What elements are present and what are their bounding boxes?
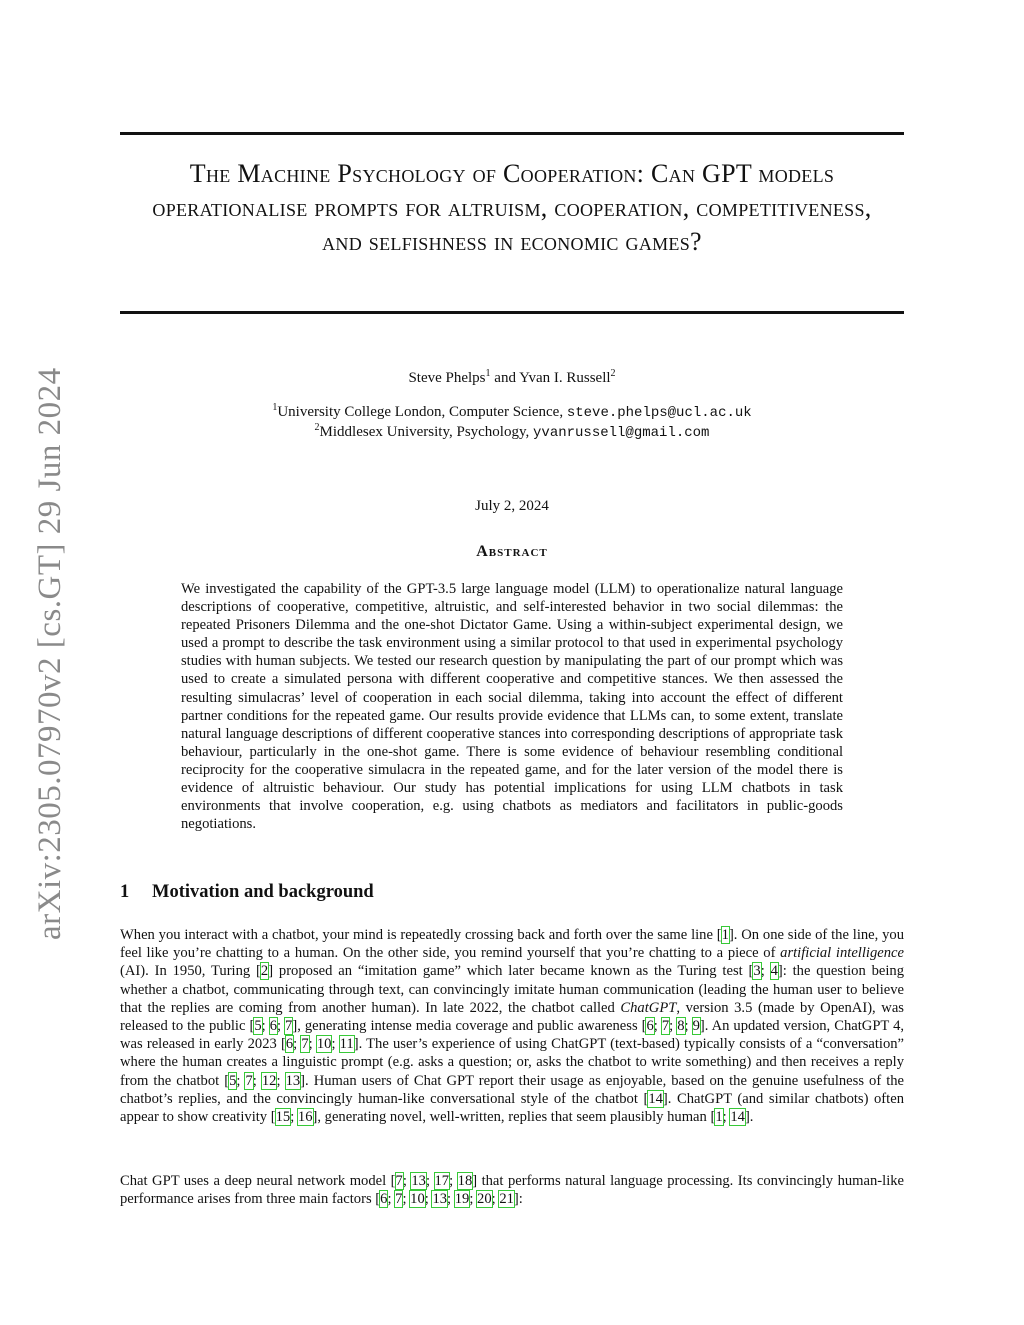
citation-link[interactable]: 14 xyxy=(648,1090,663,1107)
arxiv-identifier-stamp: arXiv:2305.07970v2 [cs.GT] 29 Jun 2024 xyxy=(32,367,68,940)
citation-link[interactable]: 3 xyxy=(753,963,761,980)
citation-link[interactable]: 7 xyxy=(661,1018,670,1035)
citation-link[interactable]: 17 xyxy=(434,1173,450,1189)
affiliations xyxy=(0,403,1024,443)
affiliation-mark: 1 xyxy=(272,402,278,413)
citation-link[interactable]: 13 xyxy=(432,1191,448,1208)
abstract-text: We investigated the capability of the GPT-3.5 large language model (LLM) to operationalize natural language descriptions of cooperative, competitive, altruistic, and self-interested behavior in two social dilemmas: the repeated Prisoners Dilemma and the one-shot Dictator Game. Using a within-subject experimental design, we used a prompt to describe the task environment using a similar protocol to that used in experimental psychology studies with human subjects. We tested our research question by manipulating the part of our prompt which was used to create a simulated persona with different cooperative and competitive stances. We then assessed the resulting simulacras’ level of cooperation in each social dilemma, taking into account the effect of different partner conditions for the repeated game. Our results provide evidence that LLMs can, to some extent, translate natural language descriptions of different cooperative stances into corresponding descriptions of appropriate task behaviour, particularly in the one-shot game. There is some evidence of behaviour resembling conditional reciprocity for the cooperative simulacra in the repeated game, and for the later version of the model there is evidence of altruistic behaviour. Our study has potential implications for using LLM chatbots in task environments that involve cooperation, e.g. using chatbots as mediators and facilitators in public-goods negotiations. xyxy=(181,581,843,833)
citation-link[interactable]: 18 xyxy=(457,1173,473,1189)
affiliation-mark: 1 xyxy=(485,368,491,379)
emphasis: artificial intelligence xyxy=(780,945,904,962)
citation-link[interactable]: 6 xyxy=(380,1191,388,1208)
author-email[interactable]: yvanrussell@gmail.com xyxy=(533,425,710,441)
affiliation-mark: 2 xyxy=(314,422,320,433)
paper-title: The Machine Psychology of Cooperation: Can GPT models operationalise prompts for altruism, cooperation, competitiveness, and selfishness in economic games? xyxy=(152,159,872,256)
author-line xyxy=(0,370,1024,387)
citation-link[interactable]: 6 xyxy=(269,1018,277,1035)
body-paragraph: Chat GPT uses a deep neural network model [7; 13; 17; 18] that performs natural language processing. Its convincingly human-like performance arises from three main factors [6; 7; 10; 13; 19; 20; 21]: xyxy=(120,1173,905,1208)
affiliation-line xyxy=(0,403,1024,423)
section-number: 1 xyxy=(120,882,130,902)
title-bottom-rule xyxy=(120,311,904,314)
citation-link[interactable]: 9 xyxy=(692,1018,700,1035)
citation-link[interactable]: 15 xyxy=(275,1109,291,1126)
citation-link[interactable]: 5 xyxy=(254,1018,262,1035)
citation-link[interactable]: 10 xyxy=(316,1036,332,1053)
paper-date: July 2, 2024 xyxy=(475,498,549,514)
author-name: Steve Phelps xyxy=(408,370,486,386)
citation-link[interactable]: 6 xyxy=(285,1036,294,1053)
title-top-rule xyxy=(120,132,904,135)
body-paragraph: When you interact with a chatbot, your mind is repeatedly crossing back and forth over the same line [1]. On one side of the line, you feel like you’re chatting to a human. On the other side, you remind yourself that you’re chatting to a piece of artificial intelligence (AI). In 1950, Turing [2] proposed an “imitation game” which later became known as the Turing test [3; 4]: the question being whether a chatbot, communicating through text, can convincingly imitate human communication (leading the human user to believe that the replies are coming from another human). In late 2022, the chatbot called ChatGPT, version 3.5 (made by OpenAI), was released to the public [5; 6; 7], generating intense media coverage and public awareness [6; 7; 8; 9]. An updated version, ChatGPT 4, was released in early 2023 [6; 7; 10; 11]. The user’s experience of using ChatGPT (text-based) typically consists of a “conversation” where the human creates a linguistic prompt (e.g. asks a question; or, asks the chatbot to write something) and then receives a reply from the chatbot [5; 7; 12; 13]. Human users of Chat GPT report their usage as enjoyable, based on the genuine usefulness of the chatbot’s replies, and the convincingly human-like conversational style of the chatbot [14]. ChatGPT (and similar chatbots) often appear to show creativity [15; 16], generating novel, well-written, replies that seem plausibly human [1; 14]. xyxy=(120,927,905,1126)
citation-link[interactable]: 1 xyxy=(715,1109,723,1126)
citation-link[interactable]: 7 xyxy=(301,1036,309,1053)
affiliation-text: Middlesex University, Psychology, xyxy=(319,424,534,440)
citation-link[interactable]: 13 xyxy=(285,1072,301,1089)
citation-link[interactable]: 11 xyxy=(339,1036,354,1053)
citation-link[interactable]: 4 xyxy=(770,963,778,980)
author-conjunction: and xyxy=(490,370,520,386)
author-name: Yvan I. Russell xyxy=(519,370,611,386)
citation-link[interactable]: 7 xyxy=(395,1191,403,1208)
citation-link[interactable]: 20 xyxy=(477,1191,492,1208)
citation-link[interactable]: 21 xyxy=(499,1191,514,1208)
section-title: Motivation and background xyxy=(152,882,374,902)
citation-link[interactable]: 6 xyxy=(646,1018,654,1035)
citation-link[interactable]: 7 xyxy=(245,1072,253,1089)
citation-link[interactable]: 7 xyxy=(285,1018,293,1035)
citation-link[interactable]: 10 xyxy=(410,1191,425,1208)
abstract-heading: Abstract xyxy=(476,543,548,560)
citation-link[interactable]: 8 xyxy=(677,1018,685,1035)
section-heading xyxy=(120,882,374,903)
citation-link[interactable]: 12 xyxy=(261,1072,277,1089)
citation-link[interactable]: 14 xyxy=(730,1109,745,1126)
affiliation-text: University College London, Computer Science, xyxy=(277,404,567,420)
affiliation-mark: 2 xyxy=(610,368,616,379)
citation-link[interactable]: 5 xyxy=(229,1072,237,1089)
citation-link[interactable]: 19 xyxy=(454,1191,470,1208)
citation-link[interactable]: 1 xyxy=(721,927,729,943)
author-email[interactable]: steve.phelps@ucl.ac.uk xyxy=(566,405,752,421)
citation-link[interactable]: 16 xyxy=(297,1109,313,1126)
citation-link[interactable]: 7 xyxy=(395,1173,403,1189)
emphasis: ChatGPT xyxy=(620,999,677,1016)
citation-link[interactable]: 13 xyxy=(411,1173,426,1189)
citation-link[interactable]: 2 xyxy=(260,963,269,980)
affiliation-line xyxy=(0,423,1024,443)
